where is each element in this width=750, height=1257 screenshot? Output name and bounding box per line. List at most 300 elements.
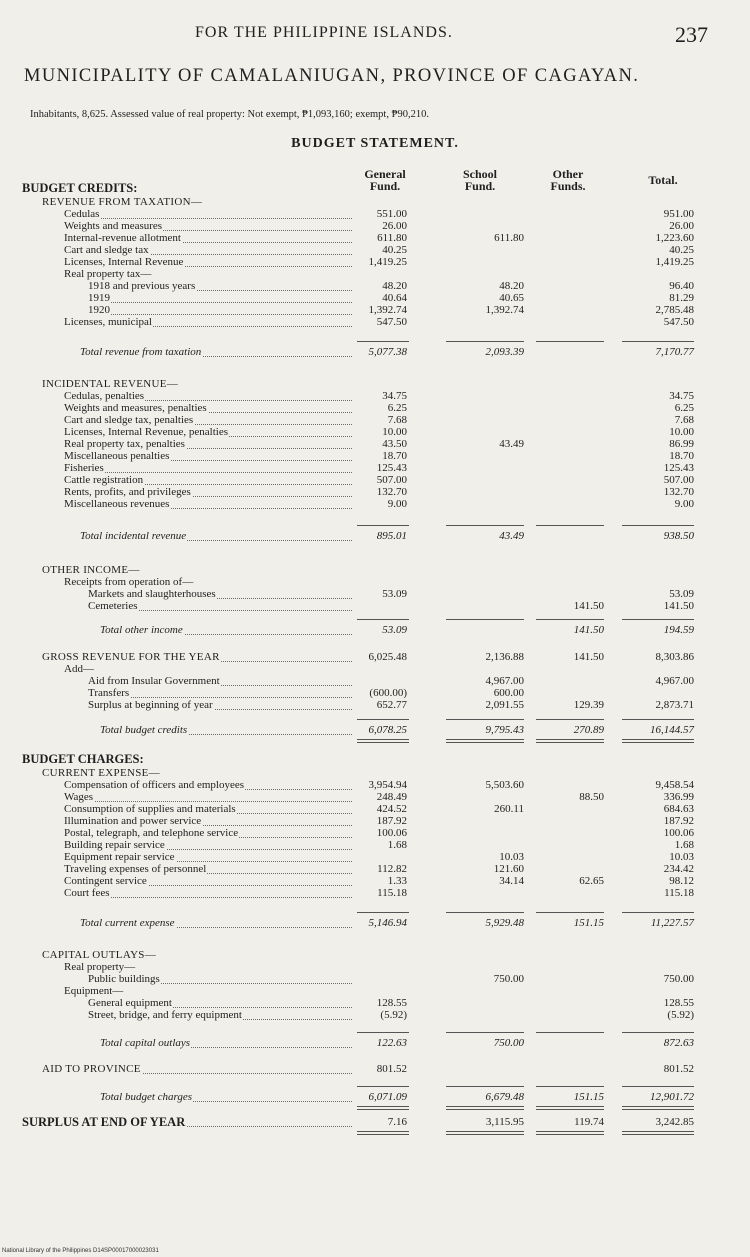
row-label: Street, bridge, and ferry equipment: [88, 1009, 242, 1021]
budget-row: [0, 1009, 750, 1021]
row-value: 34.14: [499, 875, 524, 887]
row-label: REVENUE FROM TAXATION—: [42, 196, 203, 208]
dotted-leader: [92, 697, 352, 698]
row-value: 3,242.85: [655, 1116, 694, 1128]
row-label: Licenses, municipal: [64, 316, 152, 328]
row-label: Compensation of officers and employees: [64, 779, 245, 791]
row-value: 6,071.09: [368, 1091, 407, 1103]
dotted-leader: [68, 472, 352, 473]
row-label: Miscellaneous revenues: [64, 498, 170, 510]
row-value: 96.40: [669, 280, 694, 292]
column-rule: [536, 739, 604, 740]
budget-row: [0, 268, 750, 280]
row-value: 18.70: [669, 450, 694, 462]
row-value: 10.00: [669, 426, 694, 438]
row-value: 5,929.48: [485, 917, 524, 929]
row-label: Court fees: [64, 887, 110, 899]
row-label: Real property tax, penalties: [64, 438, 185, 450]
row-label: BUDGET CREDITS:: [22, 181, 138, 195]
row-value: 5,077.38: [368, 346, 407, 358]
row-label: Fisheries: [64, 462, 104, 474]
row-value: 336.99: [663, 791, 694, 803]
row-value: 6,078.25: [368, 724, 407, 736]
row-label: 1919: [88, 292, 110, 304]
dotted-leader: [92, 302, 352, 303]
row-value: 872.63: [663, 1037, 694, 1049]
row-value: 600.00: [493, 687, 524, 699]
budget-row: [0, 827, 750, 839]
column-rule: [357, 1134, 409, 1135]
row-label: Licenses, Internal Revenue: [64, 256, 184, 268]
row-value: 750.00: [663, 973, 694, 985]
row-label: 1920: [88, 304, 110, 316]
row-value: 2,785.48: [655, 304, 694, 316]
row-label: Total revenue from taxation: [80, 346, 202, 358]
row-value: 5,146.94: [368, 917, 407, 929]
row-value: 34.75: [669, 390, 694, 402]
row-label: Transfers: [88, 687, 130, 699]
row-label: Cattle registration: [64, 474, 144, 486]
row-value: 260.11: [494, 803, 524, 815]
column-rule: [622, 1106, 694, 1107]
row-label: Real property—: [64, 961, 136, 973]
budget-row: [0, 426, 750, 438]
budget-row: [0, 462, 750, 474]
budget-row: [0, 839, 750, 851]
budget-row: [0, 244, 750, 256]
budget-row: [0, 316, 750, 328]
row-value: 507.00: [663, 474, 694, 486]
row-value: 8,303.86: [655, 651, 694, 663]
row-value: 611.80: [377, 232, 407, 244]
budget-row: [0, 699, 750, 711]
row-value: 48.20: [382, 280, 407, 292]
column-rule: [357, 525, 409, 526]
row-label: Cedulas, penalties: [64, 390, 145, 402]
row-value: 7.68: [674, 414, 694, 426]
row-value: 187.92: [663, 815, 694, 827]
row-label: Equipment repair service: [64, 851, 175, 863]
row-value: 26.00: [382, 220, 407, 232]
row-value: 18.70: [382, 450, 407, 462]
scan-footer: National Library of the Philippines D14SP00017000023031: [2, 1248, 159, 1254]
row-value: 194.59: [663, 624, 694, 636]
page-number: 237: [675, 22, 708, 47]
budget-row: [0, 851, 750, 863]
row-value: 248.49: [376, 791, 407, 803]
column-rule: [622, 1131, 694, 1132]
row-value: 547.50: [376, 316, 407, 328]
row-label: Total current expense: [80, 917, 175, 929]
column-rule: [536, 1109, 604, 1110]
column-rule: [446, 912, 524, 913]
row-value: 611.80: [494, 232, 524, 244]
row-value: 4,967.00: [485, 675, 524, 687]
column-rule: [536, 1086, 604, 1087]
column-rule: [357, 739, 409, 740]
row-value: 121.60: [493, 863, 524, 875]
row-label: Traveling expenses of personnel: [64, 863, 207, 875]
row-label: Public buildings: [88, 973, 160, 985]
row-label: GROSS REVENUE FOR THE YEAR: [42, 651, 220, 663]
column-rule: [622, 341, 694, 342]
budget-row: [0, 663, 750, 675]
row-value: 132.70: [663, 486, 694, 498]
row-value: 12,901.72: [650, 1091, 694, 1103]
column-rule: [622, 739, 694, 740]
row-value: 9,458.54: [655, 779, 694, 791]
budget-row: [0, 803, 750, 815]
column-rule: [536, 525, 604, 526]
column-rule: [446, 525, 524, 526]
row-value: (5.92): [380, 1009, 407, 1021]
budget-row: [0, 949, 750, 961]
row-value: 100.06: [663, 827, 694, 839]
budget-row: [0, 304, 750, 316]
budget-row: [0, 1091, 750, 1103]
budget-row: [0, 232, 750, 244]
row-label: Rents, profits, and privileges: [64, 486, 191, 498]
row-value: 1,223.60: [655, 232, 694, 244]
column-rule: [622, 619, 694, 620]
row-label: Weights and measures: [64, 220, 163, 232]
row-value: (5.92): [667, 1009, 694, 1021]
budget-row: [0, 961, 750, 973]
budget-row: [0, 390, 750, 402]
row-value: 132.70: [376, 486, 407, 498]
budget-row: [0, 687, 750, 699]
budget-row: [0, 280, 750, 292]
row-value: 5,503.60: [485, 779, 524, 791]
row-value: 2,136.88: [485, 651, 524, 663]
budget-row: [0, 530, 750, 542]
row-label: Total budget charges: [100, 1091, 193, 1103]
column-header-school-fund: School Fund.: [462, 167, 497, 193]
row-value: 26.00: [669, 220, 694, 232]
column-rule: [622, 742, 694, 743]
budget-row: [0, 997, 750, 1009]
row-value: 9.00: [674, 498, 694, 510]
row-label: Surplus at beginning of year: [88, 699, 213, 711]
column-rule: [536, 1106, 604, 1107]
budget-row: [0, 414, 750, 426]
row-value: 1,392.74: [368, 304, 407, 316]
row-value: 1.33: [387, 875, 407, 887]
row-value: 4,967.00: [655, 675, 694, 687]
row-value: 6.25: [674, 402, 694, 414]
column-rule: [357, 912, 409, 913]
row-value: 1,419.25: [368, 256, 407, 268]
row-value: 652.77: [376, 699, 407, 711]
budget-row: [0, 779, 750, 791]
row-label: Cemeteries: [88, 600, 138, 612]
row-value: 11,227.57: [650, 917, 694, 929]
row-value: 1,392.74: [485, 304, 524, 316]
row-value: 270.89: [573, 724, 604, 736]
row-value: 16,144.57: [650, 724, 694, 736]
budget-row: [0, 767, 750, 779]
row-value: 129.39: [573, 699, 604, 711]
row-value: 7.68: [387, 414, 407, 426]
budget-row: [0, 600, 750, 612]
budget-row: [0, 220, 750, 232]
row-value: 507.00: [376, 474, 407, 486]
row-value: 98.12: [669, 875, 694, 887]
column-rule: [357, 1106, 409, 1107]
column-rule: [536, 1032, 604, 1033]
budget-row: [0, 1063, 750, 1075]
inhabitants-line: Inhabitants, 8,625. Assessed value of real property: Not exempt, ₱1,093,160; exempt, ₱90,210.: [30, 109, 429, 120]
row-value: 10.00: [382, 426, 407, 438]
row-value: 3,115.95: [485, 1116, 524, 1128]
row-value: 750.00: [493, 973, 524, 985]
budget-row: [0, 498, 750, 510]
budget-row: [0, 182, 750, 194]
row-label: SURPLUS AT END OF YEAR: [22, 1115, 186, 1129]
column-rule: [446, 1086, 524, 1087]
budget-row: [0, 588, 750, 600]
row-value: 938.50: [663, 530, 694, 542]
row-label: 1918 and previous years: [88, 280, 196, 292]
row-value: 750.00: [493, 1037, 524, 1049]
running-head: [0, 22, 750, 50]
dotted-leader: [68, 801, 352, 802]
row-label: Total budget credits: [100, 724, 188, 736]
budget-row: [0, 450, 750, 462]
column-rule: [622, 1086, 694, 1087]
budget-row: [0, 256, 750, 268]
row-value: 43.49: [499, 530, 524, 542]
dotted-leader: [68, 218, 352, 219]
row-value: 141.50: [573, 600, 604, 612]
row-value: 151.15: [573, 917, 604, 929]
column-rule: [536, 619, 604, 620]
budget-row: [0, 791, 750, 803]
budget-row: [0, 378, 750, 390]
row-value: 7,170.77: [655, 346, 694, 358]
row-value: 1.68: [674, 839, 694, 851]
column-rule: [357, 1109, 409, 1110]
column-rule: [536, 912, 604, 913]
budget-row: [0, 438, 750, 450]
row-label: Real property tax—: [64, 268, 152, 280]
row-label: General equipment: [88, 997, 172, 1009]
row-value: 125.43: [663, 462, 694, 474]
budget-row: [0, 402, 750, 414]
column-rule: [536, 1134, 604, 1135]
row-value: 40.65: [499, 292, 524, 304]
row-value: 7.16: [387, 1116, 407, 1128]
budget-row: [0, 973, 750, 985]
column-rule: [622, 1109, 694, 1110]
row-value: 125.43: [376, 462, 407, 474]
budget-row: [0, 564, 750, 576]
row-label: Aid from Insular Government: [88, 675, 220, 687]
row-value: 53.09: [669, 588, 694, 600]
row-label: Cedulas: [64, 208, 100, 220]
row-value: 10.03: [669, 851, 694, 863]
column-rule: [536, 742, 604, 743]
row-value: 9,795.43: [485, 724, 524, 736]
row-value: 53.09: [382, 588, 407, 600]
row-value: 2,091.55: [485, 699, 524, 711]
row-value: 1,419.25: [655, 256, 694, 268]
row-value: 895.01: [376, 530, 407, 542]
row-value: 547.50: [663, 316, 694, 328]
column-rule: [446, 619, 524, 620]
row-value: 141.50: [573, 651, 604, 663]
row-label: Total other income: [100, 624, 183, 636]
row-value: (600.00): [369, 687, 407, 699]
row-value: 128.55: [663, 997, 694, 1009]
row-value: 100.06: [376, 827, 407, 839]
column-rule: [446, 719, 524, 720]
row-value: 115.18: [377, 887, 407, 899]
row-label: Wages: [64, 791, 94, 803]
row-label: Postal, telegraph, and telephone service: [64, 827, 239, 839]
row-value: 6,679.48: [485, 1091, 524, 1103]
budget-row: [0, 486, 750, 498]
row-label: Markets and slaughterhouses: [88, 588, 216, 600]
column-rule: [357, 1086, 409, 1087]
row-value: 48.20: [499, 280, 524, 292]
column-rule: [357, 619, 409, 620]
row-value: 115.18: [664, 887, 694, 899]
budget-row: [0, 753, 750, 765]
budget-row: [0, 346, 750, 358]
column-rule: [536, 719, 604, 720]
row-value: 141.50: [663, 600, 694, 612]
row-value: 141.50: [573, 624, 604, 636]
budget-row: [0, 724, 750, 736]
column-rule: [357, 341, 409, 342]
dotted-leader: [68, 897, 352, 898]
row-label: Add—: [64, 663, 94, 675]
row-label: INCIDENTAL REVENUE—: [42, 378, 179, 390]
budget-row: [0, 474, 750, 486]
row-value: 40.25: [382, 244, 407, 256]
row-label: BUDGET CHARGES:: [22, 752, 144, 766]
budget-row: [0, 863, 750, 875]
column-header-general-fund: General Fund.: [364, 167, 406, 193]
budget-row: [0, 887, 750, 899]
row-label: AID TO PROVINCE: [42, 1063, 141, 1075]
row-value: 43.50: [382, 438, 407, 450]
row-label: Receipts from operation of—: [64, 576, 194, 588]
row-label: Total incidental revenue: [80, 530, 187, 542]
column-rule: [446, 1109, 524, 1110]
column-rule: [536, 341, 604, 342]
row-value: 40.25: [669, 244, 694, 256]
row-value: 86.99: [669, 438, 694, 450]
row-value: 128.55: [376, 997, 407, 1009]
column-rule: [446, 1134, 524, 1135]
row-value: 112.82: [377, 863, 407, 875]
column-rule: [446, 1131, 524, 1132]
row-value: 187.92: [376, 815, 407, 827]
budget-row: [0, 875, 750, 887]
municipality-title: MUNICIPALITY OF CAMALANIUGAN, PROVINCE OF CAGAYAN.: [24, 66, 640, 86]
row-value: 119.74: [574, 1116, 604, 1128]
dotted-leader: [92, 314, 352, 315]
budget-statement-heading: BUDGET STATEMENT.: [291, 136, 459, 151]
row-value: 43.49: [499, 438, 524, 450]
row-value: 801.52: [663, 1063, 694, 1075]
budget-row: [0, 815, 750, 827]
budget-row: [0, 917, 750, 929]
budget-row: [0, 208, 750, 220]
column-rule: [446, 341, 524, 342]
row-value: 2,093.39: [485, 346, 524, 358]
row-value: 1.68: [387, 839, 407, 851]
column-header-other-funds: Other Funds.: [550, 167, 586, 193]
row-label: Illumination and power service: [64, 815, 202, 827]
column-rule: [622, 1032, 694, 1033]
row-label: Internal-revenue allotment: [64, 232, 181, 244]
row-value: 88.50: [579, 791, 604, 803]
row-value: 234.42: [663, 863, 694, 875]
budget-row: [0, 1037, 750, 1049]
column-rule: [446, 739, 524, 740]
column-rule: [357, 1131, 409, 1132]
row-value: 53.09: [382, 624, 407, 636]
column-rule: [536, 1131, 604, 1132]
row-label: Licenses, Internal Revenue, penalties: [64, 426, 229, 438]
column-rule: [622, 1134, 694, 1135]
budget-row: [0, 196, 750, 208]
budget-row: [0, 624, 750, 636]
column-rule: [446, 742, 524, 743]
row-label: Cart and sledge tax, penalties: [64, 414, 194, 426]
row-value: 122.63: [376, 1037, 407, 1049]
row-value: 34.75: [382, 390, 407, 402]
row-label: CURRENT EXPENSE—: [42, 767, 160, 779]
budget-row: [0, 675, 750, 687]
row-value: 6.25: [387, 402, 407, 414]
row-value: 2,873.71: [655, 699, 694, 711]
row-value: 3,954.94: [368, 779, 407, 791]
row-value: 62.65: [579, 875, 604, 887]
row-label: Weights and measures, penalties: [64, 402, 207, 414]
row-value: 9.00: [387, 498, 407, 510]
row-value: 151.15: [573, 1091, 604, 1103]
row-label: Building repair service: [64, 839, 165, 851]
row-label: CAPITAL OUTLAYS—: [42, 949, 157, 961]
row-label: Total capital outlays: [100, 1037, 191, 1049]
budget-row: [0, 576, 750, 588]
row-value: 40.64: [382, 292, 407, 304]
row-value: 801.52: [376, 1063, 407, 1075]
row-value: 10.03: [499, 851, 524, 863]
row-label: Miscellaneous penalties: [64, 450, 170, 462]
column-rule: [622, 719, 694, 720]
column-rule: [357, 742, 409, 743]
row-value: 684.63: [663, 803, 694, 815]
column-rule: [622, 912, 694, 913]
budget-row: [0, 651, 750, 663]
row-label: Contingent service: [64, 875, 147, 887]
row-label: Consumption of supplies and materials: [64, 803, 236, 815]
row-value: 6,025.48: [368, 651, 407, 663]
row-value: 551.00: [376, 208, 407, 220]
column-rule: [357, 1032, 409, 1033]
column-header-total: Total.: [648, 173, 678, 187]
column-rule: [357, 719, 409, 720]
row-value: 424.52: [376, 803, 407, 815]
budget-row: [0, 1116, 750, 1128]
row-label: Equipment—: [64, 985, 124, 997]
row-label: Cart and sledge tax: [64, 244, 149, 256]
